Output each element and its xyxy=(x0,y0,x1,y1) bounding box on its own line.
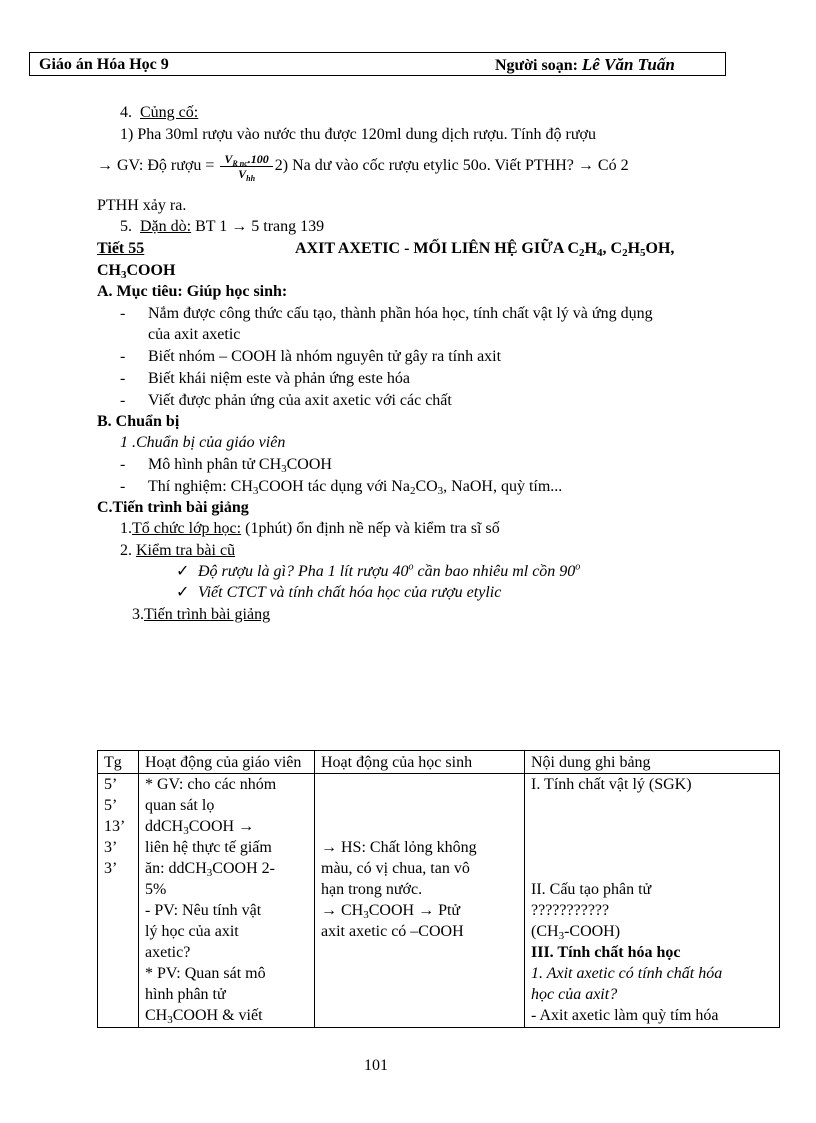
objective-item: Viết được phản ứng của axit axetic với các chất xyxy=(148,392,452,409)
header-author xyxy=(495,54,675,76)
objective-item: Biết nhóm – COOH là nhóm nguyên tử gây ra tính axit xyxy=(148,348,502,365)
lesson-table xyxy=(97,750,780,1028)
homework-title: Dặn dò: xyxy=(140,218,192,235)
check-icon: ✓ xyxy=(176,584,190,601)
progress-heading: C.Tiến trình bài giảng xyxy=(97,499,249,516)
review-heading: 4. Củng cố: xyxy=(120,104,199,121)
objectives-heading: A. Mục tiêu: Giúp học sinh: xyxy=(97,283,288,300)
check-question-2: Viết CTCT và tính chất hóa học của rượu etylic xyxy=(198,584,502,601)
review-question-2-cont: PTHH xảy ra. xyxy=(97,197,187,214)
prep-bullet: - xyxy=(120,456,126,473)
teacher-activity-cell: * GV: cho các nhóm quan sát lọ ddCH$_3$COOH → liên hệ thực tế giấm ăn: ddCH$_3$COOH 2- 5% - PV: Nêu tính vật lý học của axit axetic? * PV: Quan sát mô hình phân tử $CH_3COOH$ & viết xyxy=(139,774,315,1028)
time-cell: 5’ 5’ 13’ 3’ 3’ xyxy=(98,774,139,1028)
progress-step-3: 3.Tiến trình bài giảng xyxy=(132,606,271,623)
prep-experiment: Thí nghiệm: $CH_3COOH$ tác dụng với $Na_2CO_3$, NaOH, quỳ tím... xyxy=(148,478,563,497)
homework-line: 5. Dặn dò: BT 1 → 5 trang 139 xyxy=(120,218,325,235)
table-header-cell: Tg xyxy=(98,751,139,774)
progress-step-2: 2. Kiểm tra bài cũ xyxy=(120,542,236,559)
prep-bullet: - xyxy=(120,478,126,495)
preparation-heading: B. Chuẩn bị xyxy=(97,413,180,430)
prep-model: Mô hình phân tử $CH_3COOH$ xyxy=(148,456,332,475)
teacher-prep: 1 .Chuẩn bị của giáo viên xyxy=(120,434,286,451)
objective-item-cont: của axit axetic xyxy=(148,326,241,343)
table-header-cell: Hoạt động của học sinh xyxy=(315,751,525,774)
gv-formula-label: → GV: Độ rượu = xyxy=(97,157,215,175)
check-icon: ✓ xyxy=(176,563,190,580)
header-author-label: Người soạn: xyxy=(495,57,578,74)
review-title: Củng cố: xyxy=(140,104,199,121)
table-header-cell: Nội dung ghi bảng xyxy=(525,751,780,774)
objective-bullet: - xyxy=(120,370,126,387)
objective-bullet: - xyxy=(120,348,126,365)
review-question-2: 2) Na dư vào cốc rượu etylic 50o. Viết PTHH? → Có 2 xyxy=(274,157,629,175)
objective-bullet: - xyxy=(120,305,126,322)
lesson-title-cont: $CH_3COOH$ xyxy=(97,262,176,281)
student-activity-cell: → HS: Chất lỏng không màu, có vị chua, tan vô hạn trong nước. → $CH_3COOH$ → Ptử axit axetic có –COOH xyxy=(315,774,525,1028)
progress-step-1: 1.Tổ chức lớp học: (1phút) ổn định nề nếp và kiểm tra sĩ số xyxy=(120,520,500,537)
lesson-title: AXIT AXETIC - MỐI LIÊN HỆ GIỮA $C_2H_4$, $C_2H_5OH$, xyxy=(295,240,675,259)
review-question-1: 1) Pha 30ml rượu vào nước thu được 120ml dung dịch rượu. Tính độ rượu xyxy=(120,126,596,143)
board-content-cell: I. Tính chất vật lý (SGK) II. Cấu tạo phân tử ??????????? $(CH_3-COOH)$ III. Tính chất hóa học 1. Axit axetic có tính chất hóa học của axit? - Axit axetic làm quỳ tím hóa xyxy=(525,774,780,1028)
homework-text: BT 1 → 5 trang 139 xyxy=(195,218,325,235)
header-title: Giáo án Hóa Học 9 xyxy=(39,56,169,73)
check-question-1: Độ rượu là gì? Pha 1 lít rượu 40$^o$ cần bao nhiêu ml cồn 90$^o$ xyxy=(198,561,581,580)
page-number: 101 xyxy=(364,1057,388,1074)
page-header xyxy=(29,52,726,76)
lesson-number: Tiết 55 xyxy=(97,240,145,257)
objective-item: Nắm được công thức cấu tạo, thành phần hóa học, tính chất vật lý và ứng dụng xyxy=(148,305,653,322)
review-formula-line xyxy=(97,152,629,181)
author-signature: Lê Văn Tuấn xyxy=(581,55,675,74)
objective-item: Biết khái niệm este và phản ứng este hóa xyxy=(148,370,410,387)
alcohol-degree-formula: $\frac{V_{R nc}.100}{V_{hh}}$ xyxy=(220,152,272,181)
table-row xyxy=(98,774,780,1028)
objective-bullet: - xyxy=(120,392,126,409)
table-header-row xyxy=(98,751,780,774)
table-header-cell: Hoạt động của giáo viên xyxy=(139,751,315,774)
